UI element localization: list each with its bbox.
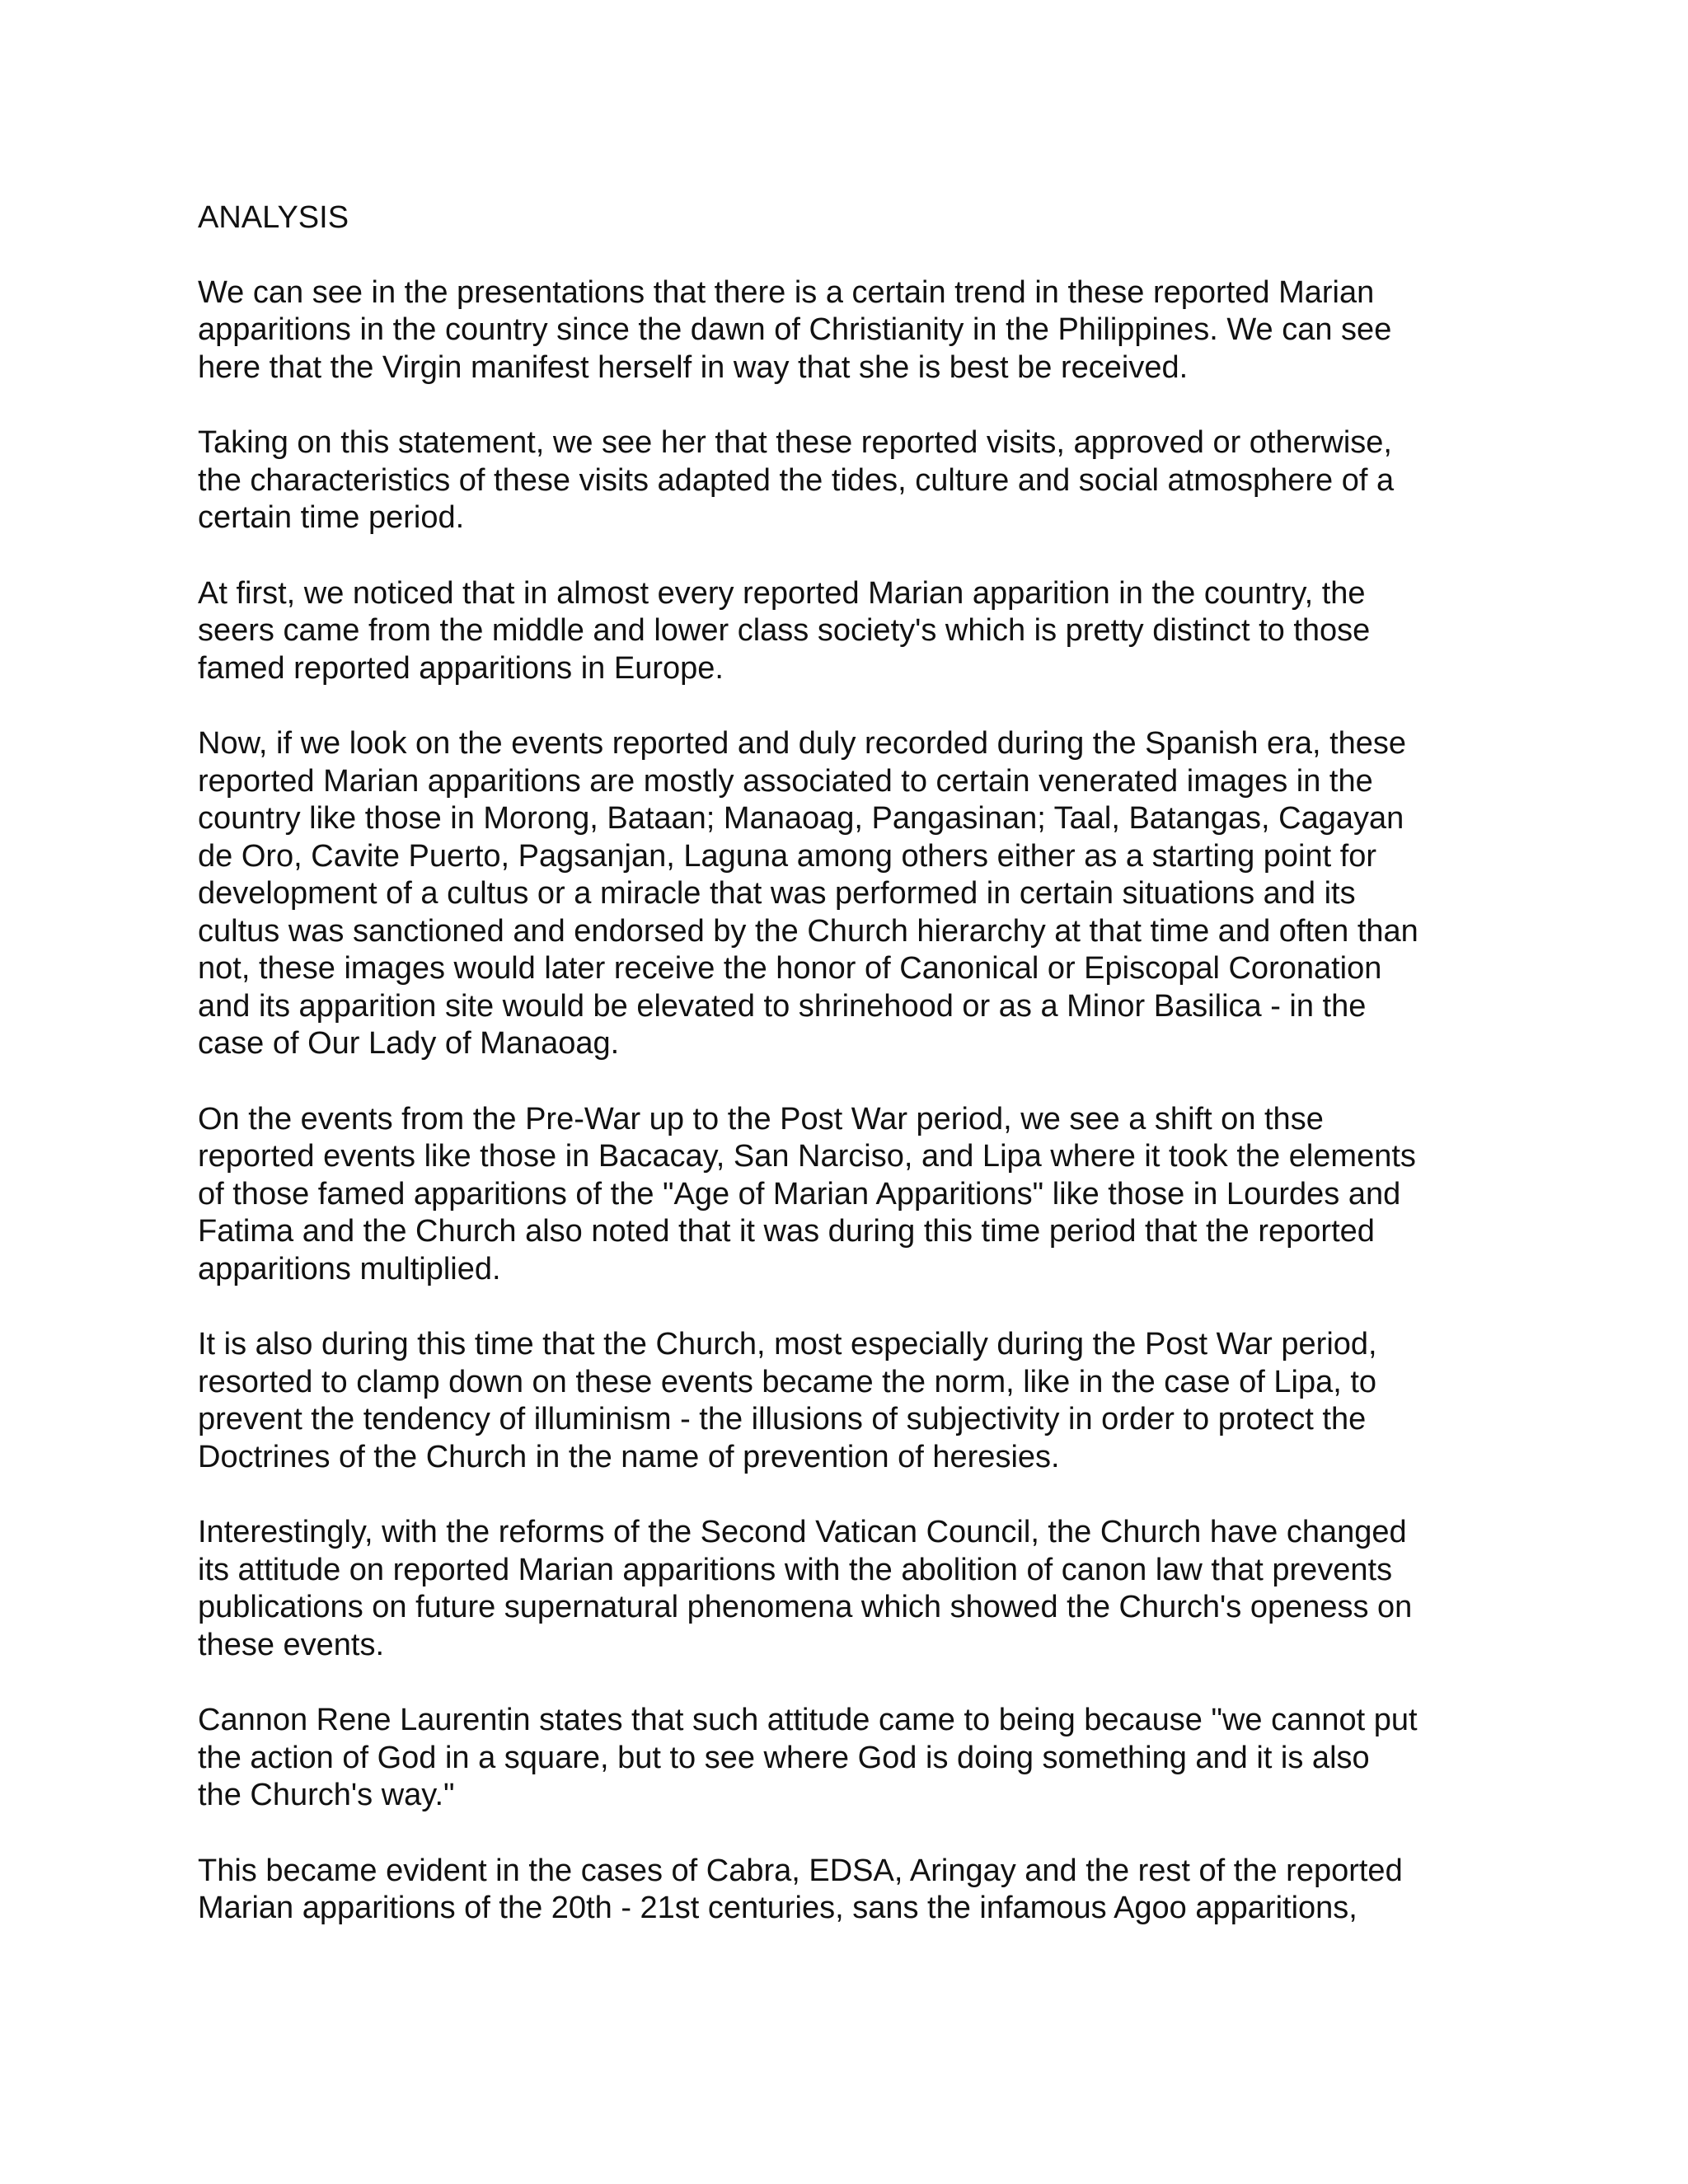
text-line: Now, if we look on the events reported and duly recorded during the Spanish era, these [198,726,1407,761]
text-line: This became evident in the cases of Cabra, EDSA, Aringay and the rest of the reported [198,1853,1403,1888]
paragraph-1 [198,274,1484,387]
paragraph-2 [198,424,1484,537]
text-line: prevent the tendency of illuminism - the illusions of subjectivity in order to protect the [198,1402,1367,1436]
text-line: the Church's way." [198,1778,455,1812]
text-line: famed reported apparitions in Europe. [198,650,724,686]
text-line: here that the Virgin manifest herself in way that she is best be received. [198,349,1189,385]
text-line: reported Marian apparitions are mostly associated to certain venerated images in the [198,763,1373,799]
text-line: Taking on this statement, we see her that these reported visits, approved or otherwise, [198,425,1392,460]
text-line: not, these images would later receive the honor of Canonical or Episcopal Coronation [198,951,1382,986]
text-line: de Oro, Cavite Puerto, Pagsanjan, Laguna among others either as a starting point for [198,838,1377,874]
paragraph-7 [198,1514,1484,1664]
paragraph-4 [198,725,1484,1063]
paragraph-8 [198,1702,1484,1815]
text-line: resorted to clamp down on these events became the norm, like in the case of Lipa, to [198,1364,1377,1399]
text-line: We can see in the presentations that there is a certain trend in these reported Marian [198,274,1375,310]
text-line: Interestingly, with the reforms of the Second Vatican Council, the Church have changed [198,1515,1407,1549]
paragraph-3 [198,575,1484,688]
text-line: Doctrines of the Church in the name of prevention of heresies. [198,1439,1060,1474]
text-line: Marian apparitions of the 20th - 21st centuries, sans the infamous Agoo apparitions, [198,1891,1357,1925]
text-line: the action of God in a square, but to see where God is doing something and it is also [198,1740,1370,1775]
text-line: and its apparition site would be elevated to shrinehood or as a Minor Basilica - in the [198,988,1367,1024]
paragraph-6 [198,1326,1484,1476]
text-line: certain time period. [198,500,465,535]
text-line: apparitions multiplied. [198,1251,501,1286]
text-line: apparitions in the country since the dawn of Christianity in the Philippines. We can see [198,312,1392,347]
text-line: case of Our Lady of Manaoag. [198,1026,620,1061]
text-line: these events. [198,1627,385,1662]
document-body [198,199,1484,1966]
text-line: On the events from the Pre-War up to the Post War period, we see a shift on thse [198,1101,1324,1137]
text-line: At first, we noticed that in almost every reported Marian apparition in the country, the [198,575,1366,611]
text-line: the characteristics of these visits adapted the tides, culture and social atmosphere of a [198,462,1395,498]
text-line: cultus was sanctioned and endorsed by the Church hierarchy at that time and often than [198,913,1418,949]
text-line: development of a cultus or a miracle that was performed in certain situations and its [198,876,1356,911]
text-line: its attitude on reported Marian apparitions with the abolition of canon law that prevents [198,1552,1393,1587]
text-line: country like those in Morong, Bataan; Manaoag, Pangasinan; Taal, Batangas, Cagayan [198,801,1404,836]
text-line: Fatima and the Church also noted that it was during this time period that the reported [198,1214,1375,1249]
text-line: seers came from the middle and lower class society's which is pretty distinct to those [198,613,1371,648]
text-line: publications on future supernatural phenomena which showed the Church's openess on [198,1590,1413,1624]
text-line: reported events like those in Bacacay, San Narciso, and Lipa where it took the elements [198,1139,1416,1174]
section-heading: ANALYSIS [198,200,349,235]
paragraph-9 [198,1853,1484,1928]
text-line: It is also during this time that the Church, most especially during the Post War period, [198,1327,1377,1361]
text-line: of those famed apparitions of the "Age of Marian Apparitions" like those in Lourdes and [198,1176,1401,1212]
paragraph-5 [198,1101,1484,1289]
text-line: Cannon Rene Laurentin states that such attitude came to being because "we cannot put [198,1703,1418,1737]
